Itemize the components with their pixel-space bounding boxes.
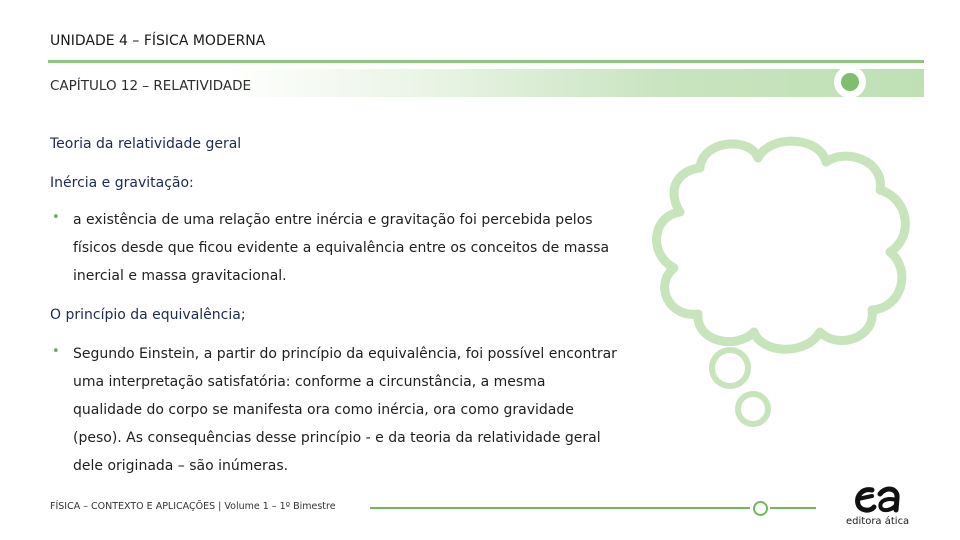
bullet-text-equivalence: Segundo Einstein, a partir do princípio da equivalência, foi possível encontrar uma interpretação satisfatória: conforme a circunstância, a mesma qualidade do corpo se manifesta ora como inércia, ora como gravidade (peso). As consequências desse princípio - e da teoria da relatividade geral dele originada – são inúmeras. (73, 346, 617, 474)
unit-title: UNIDADE 4 – FÍSICA MODERNA (50, 33, 266, 49)
chapter-title: CAPÍTULO 12 – RELATIVIDADE (50, 78, 252, 94)
footer-dot-icon (753, 501, 768, 516)
section-title: Teoria da relatividade geral (50, 136, 242, 152)
footer-book-info: FÍSICA – CONTEXTO E APLICAÇÕES | Volume 1 – 1º Bimestre (50, 501, 336, 512)
thought-cloud-icon (640, 128, 930, 428)
ea-logo-icon (852, 482, 902, 514)
subsection-title-equivalence: O princípio da equivalência; (50, 307, 246, 323)
footer-line (370, 507, 750, 509)
header-dot-icon (834, 66, 866, 98)
bullet-icon: • (52, 344, 60, 359)
header-divider (48, 60, 924, 63)
bullet-icon: • (52, 210, 60, 225)
bullet-text-inertia: a existência de uma relação entre inércia e gravitação foi percebida pelos físicos desde que ficou evidente a equivalência entre os conceitos de massa inercial e massa gravitacional. (73, 212, 610, 284)
subsection-title-inertia: Inércia e gravitação: (50, 175, 194, 191)
footer-line-end (770, 507, 816, 509)
publisher-name: editora ática (846, 516, 910, 527)
